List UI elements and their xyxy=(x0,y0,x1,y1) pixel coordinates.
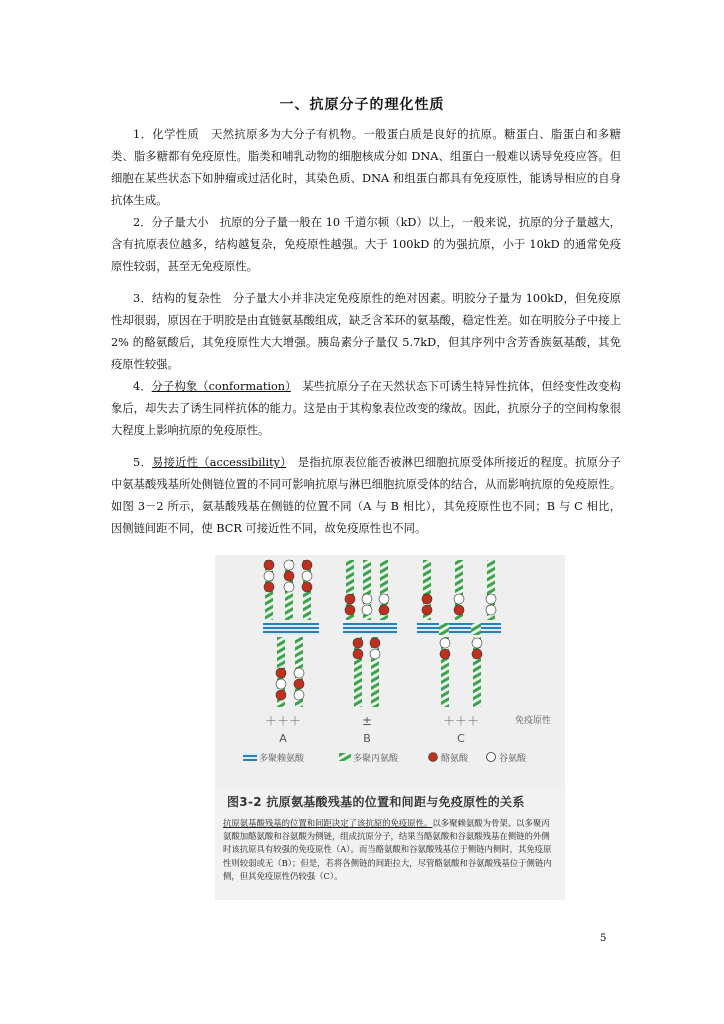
para-text: 天然抗原多为大分子有机物。一般蛋白质是良好的抗原。糖蛋白、脂蛋白和多糖类、脂多糖都有免疫原性。脂类和哺乳动物的细胞核成分如 DNA、组蛋白一般难以诱导免疫应答。但细胞在某些状态下如肿瘤或过活化时，其染色质、DNA 和组蛋白都具有免疫原性，能诱导相应的自身抗体生成。 xyxy=(111,128,621,207)
figure-3-2 xyxy=(215,555,565,900)
panel-label-c: C xyxy=(457,732,465,745)
para-index: 1． xyxy=(133,128,153,141)
page-number: 5 xyxy=(600,933,607,944)
lysine-backbone xyxy=(263,623,319,635)
tyrosine-residue xyxy=(302,560,312,570)
para-topic: 结构的复杂性 xyxy=(152,292,222,305)
panel-c xyxy=(417,560,501,707)
tyrosine-residue xyxy=(264,560,274,570)
paragraph-chemical-nature xyxy=(111,124,621,212)
para-topic: 化学性质 xyxy=(152,128,200,141)
paragraph-accessibility xyxy=(111,452,621,540)
tyrosine-residue xyxy=(302,582,312,592)
legend xyxy=(243,752,527,764)
immunogenicity-b: ± xyxy=(361,714,373,728)
para-topic: 易接近性（accessibility） xyxy=(152,456,287,469)
panel-a xyxy=(263,560,319,707)
immunogenicity-label: 免疫原性 xyxy=(515,716,552,726)
para-index: 4． xyxy=(133,380,152,393)
caption-rest: 以多聚赖氨酸为骨架、以多聚丙氨酸加酪氨酸和谷氨酸为侧链，组成抗原分子，结果当酪氨酸和谷氨酸残基在侧链的外侧时该抗原具有较强的免疫原性（A）。而当酪氨酸和谷氨酸残基位于侧链内侧时，其免疫原性则较弱或无（B）；但是，若将各侧链的间距拉大，尽管酪氨酸和谷氨酸残基位于侧链内侧，但其免疫原性仍较强（C）。 xyxy=(223,818,552,881)
poly-lysine-icon xyxy=(243,753,257,761)
para-index: 2． xyxy=(133,216,152,229)
paragraph-molecular-weight xyxy=(111,212,621,278)
glutamate-residue xyxy=(264,571,274,581)
tyrosine-icon xyxy=(429,753,438,762)
glutamate-residue xyxy=(302,571,312,581)
immunogenicity-a: ＋＋＋ xyxy=(264,714,302,728)
para-text: 分子量大小并非决定免疫原性的绝对因素。明胶分子量为 100kD，但免疫原性却很弱，原因在于明胶是由直链氨基酸组成，缺乏含苯环的氨基酸，稳定性差。如在明胶分子中接上 2% 的酪氨酸后，其免疫原性大大增强。胰岛素分子量仅 5.7kD，但其序列中含芳香族氨基酸，其免疫原性较强。 xyxy=(111,292,621,371)
tyrosine-residue xyxy=(264,582,274,592)
para-topic: 分子构象（conformation） xyxy=(151,380,291,393)
tyrosine-residue xyxy=(284,571,294,581)
panel-label-b: B xyxy=(363,732,371,745)
figure-caption-title: 图3-2 抗原氨基酸残基的位置和间距与免疫原性的关系 xyxy=(227,795,525,809)
glutamate-icon xyxy=(487,753,496,762)
para-text: 抗原的分子量一般在 10 千道尔顿（kD）以上，一般来说，抗原的分子量越大，含有抗原表位越多，结构越复杂，免疫原性越强。大于 100kD 的为强抗原，小于 10kD 的通常免疫原性较弱，甚至无免疫原性。 xyxy=(111,216,621,273)
panel-label-a: A xyxy=(279,732,287,745)
panel-b xyxy=(343,560,397,707)
caption-underlined: 抗原氨基酸残基的位置和间距决定了该抗原的免疫原性。 xyxy=(223,818,433,828)
glutamate-residue xyxy=(284,582,294,592)
figure-caption-body xyxy=(223,817,557,883)
para-index: 5． xyxy=(133,456,152,469)
legend-label: 多聚丙氨酸 xyxy=(353,754,399,764)
poly-alanine-icon xyxy=(339,753,351,761)
figure-diagram xyxy=(215,555,565,790)
paragraph-conformation xyxy=(111,376,621,442)
legend-label: 酪氨酸 xyxy=(441,754,469,764)
para-text: 是指抗原表位能否被淋巴细胞抗原受体所接近的程度。抗原分子中氨基酸残基所处侧链位置的不同可影响抗原与淋巴细胞抗原受体的结合，从而影响抗原的免疫原性。如图 3－2 所示，氨基酸残基在侧链的位置不同（A 与 B 相比），其免疫原性也不同；B 与 C 相比，因侧链间距不同，使 BCR 可接近性不同，故免疫原性也不同。 xyxy=(111,456,621,535)
legend-label: 多聚赖氨酸 xyxy=(259,754,305,764)
para-index: 3． xyxy=(133,292,153,305)
para-topic: 分子量大小 xyxy=(151,216,209,229)
legend-label: 谷氨酸 xyxy=(499,754,527,764)
glutamate-residue xyxy=(284,560,294,570)
para-text: 某些抗原分子在天然状态下可诱生特异性抗体，但经变性改变构象后，却失去了诱生同样抗体的能力。这是由于其构象表位改变的缘故。因此，抗原分子的空间构象很大程度上影响抗原的免疫原性。 xyxy=(111,380,621,437)
paragraph-structural-complexity xyxy=(111,288,621,376)
page-title: 一、抗原分子的理化性质 xyxy=(279,97,445,113)
immunogenicity-c: ＋＋＋ xyxy=(442,714,480,728)
